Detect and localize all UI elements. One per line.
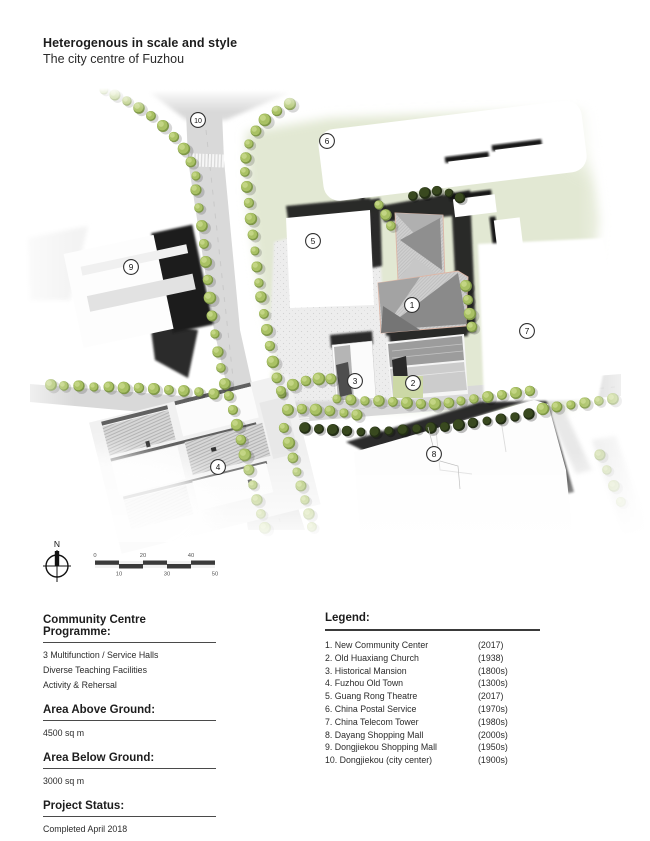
page-subtitle: The city centre of Fuzhou: [43, 52, 185, 66]
building-3: [332, 341, 376, 402]
tree-dark-icon: [357, 428, 368, 438]
programme-item: Activity & Rehersal: [43, 680, 117, 690]
legend-item-year: (1900s): [478, 755, 508, 766]
legend-item-label: 10. Dongjiekou (city center): [325, 755, 433, 766]
legend-heading: Legend:: [325, 612, 540, 631]
map-marker-7: [520, 324, 535, 339]
legend: [325, 612, 540, 767]
legend-item-year: (1970s): [478, 703, 508, 714]
scale-tick-label: 0: [93, 553, 97, 559]
scale-tick-label: 20: [139, 553, 147, 559]
legend-item-label: 6. China Postal Service: [325, 703, 417, 714]
legend-item-year: (1950s): [478, 742, 508, 753]
project-info: [43, 614, 216, 839]
svg-text:4: 4: [215, 462, 221, 472]
page-title: Heterogenous in scale and style: [43, 36, 238, 50]
map-marker-6: [320, 134, 335, 149]
site-plan-map: [0, 88, 650, 588]
svg-text:7: 7: [524, 326, 530, 336]
map-marker-1: [405, 298, 420, 313]
map-marker-10: [191, 113, 206, 128]
legend-item-5: [325, 690, 540, 703]
tree-dark-icon: [327, 424, 342, 438]
legend-item-year: (2000s): [478, 729, 508, 740]
legend-item-year: (1300s): [478, 678, 508, 689]
scale-tick-label: 10: [115, 571, 123, 578]
svg-text:1: 1: [409, 300, 415, 310]
tree-icon: [146, 111, 159, 123]
svg-text:N: N: [53, 539, 61, 549]
legend-item-label: 7. China Telecom Tower: [325, 716, 419, 727]
area-above-heading: Area Above Ground:: [43, 704, 216, 721]
tree-icon: [259, 114, 275, 129]
svg-text:9: 9: [128, 262, 134, 272]
legend-item-year: (1980s): [478, 716, 508, 727]
svg-text:5: 5: [310, 236, 316, 246]
tree-icon: [169, 132, 182, 145]
legend-item-9: [325, 741, 540, 754]
area-below-value: 3000 sq m: [43, 776, 85, 786]
legend-item-1: [325, 639, 540, 652]
programme-item: Diverse Teaching Facilities: [43, 665, 147, 675]
legend-item-8: [325, 729, 540, 742]
header: [43, 36, 237, 66]
legend-item-year: (1938): [478, 652, 504, 663]
svg-text:3: 3: [352, 376, 358, 386]
legend-item-3: [325, 665, 540, 678]
svg-text:8: 8: [431, 449, 437, 459]
map-marker-4: [211, 460, 226, 475]
legend-item-year: (2017): [478, 691, 504, 702]
legend-item-2: [325, 652, 540, 665]
svg-text:10: 10: [194, 117, 202, 125]
legend-item-7: [325, 716, 540, 729]
tree-icon: [157, 120, 172, 134]
tree-dark-icon: [314, 424, 326, 436]
legend-item-label: 8. Dayang Shopping Mall: [325, 729, 424, 740]
map-marker-2: [406, 376, 421, 391]
legend-item-label: 4. Fuzhou Old Town: [325, 678, 404, 689]
scale-tick-label: 30: [163, 571, 171, 578]
scale-tick-label: 40: [187, 553, 195, 559]
map-marker-8: [427, 447, 442, 462]
legend-item-year: (2017): [478, 640, 504, 650]
programme-item: 3 Multifunction / Service Halls: [43, 650, 159, 660]
svg-text:2: 2: [410, 378, 416, 388]
legend-item-4: [325, 677, 540, 690]
legend-rows: [325, 639, 540, 767]
tree-dark-icon: [342, 426, 355, 438]
building-5: [286, 210, 374, 308]
building-2: [386, 334, 468, 400]
legend-item-label: 1. New Community Center: [325, 640, 429, 650]
legend-item-10: [325, 754, 540, 767]
svg-text:6: 6: [324, 136, 330, 146]
legend-item-year: (1800s): [478, 665, 508, 676]
status-value: Completed April 2018: [43, 824, 128, 834]
legend-item-label: 3. Historical Mansion: [325, 665, 407, 676]
area-above-value: 4500 sq m: [43, 728, 85, 738]
legend-item-label: 9. Dongjiekou Shopping Mall: [325, 742, 437, 753]
map-marker-5: [306, 234, 321, 249]
programme-items: [43, 650, 216, 690]
map-marker-9: [124, 260, 139, 275]
area-below-heading: Area Below Ground:: [43, 752, 216, 769]
legend-item-label: 2. Old Huaxiang Church: [325, 652, 419, 663]
legend-item-6: [325, 703, 540, 716]
programme-heading: Community Centre Programme:: [43, 614, 216, 643]
map-marker-3: [348, 374, 363, 389]
status-heading: Project Status:: [43, 800, 216, 817]
scale-tick-label: 50: [211, 571, 219, 578]
legend-item-label: 5. Guang Rong Theatre: [325, 691, 418, 702]
